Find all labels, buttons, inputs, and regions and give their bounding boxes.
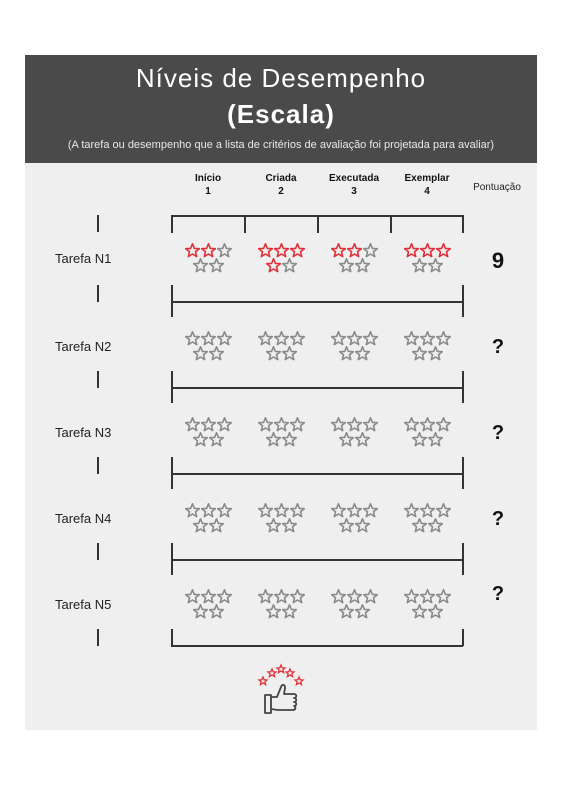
star-rating-cell — [317, 331, 391, 367]
star-empty-icon — [266, 518, 281, 533]
star-empty-icon — [331, 503, 346, 518]
star-rating-cell — [244, 243, 318, 279]
grid-line — [244, 215, 246, 233]
star-rating-cell — [390, 503, 464, 539]
grid-line — [171, 645, 463, 647]
star-empty-icon — [339, 432, 354, 447]
star-filled-icon — [258, 243, 273, 258]
star-empty-icon — [274, 417, 289, 432]
page-title: Níveis de Desempenho — [135, 63, 427, 93]
star-empty-icon — [290, 331, 305, 346]
star-filled-icon — [290, 243, 305, 258]
star-empty-icon — [282, 346, 297, 361]
star-rating-cell — [317, 589, 391, 625]
grid-line — [462, 285, 464, 317]
grid-line — [171, 457, 173, 489]
star-empty-icon — [412, 346, 427, 361]
star-empty-icon — [193, 604, 208, 619]
star-rating-cell — [390, 331, 464, 367]
star-empty-icon — [428, 604, 443, 619]
row-tick — [97, 629, 99, 646]
star-empty-icon — [428, 518, 443, 533]
row-score-1: 9 — [491, 248, 505, 273]
star-empty-icon — [266, 604, 281, 619]
row-tick — [97, 457, 99, 474]
grid-line — [171, 301, 463, 303]
grid-line — [462, 629, 464, 646]
star-empty-icon — [282, 604, 297, 619]
star-empty-icon — [331, 331, 346, 346]
star-empty-icon — [193, 258, 208, 273]
grid-line — [462, 543, 464, 575]
row-score-4: ? — [491, 508, 505, 530]
star-empty-icon — [363, 417, 378, 432]
star-filled-icon — [185, 243, 200, 258]
score-column-header: Pontuação — [473, 182, 521, 193]
row-label-5: Tarefa N5 — [55, 597, 112, 612]
star-empty-icon — [420, 589, 435, 604]
star-empty-icon — [428, 346, 443, 361]
star-rating-cell — [390, 589, 464, 625]
star-empty-icon — [282, 518, 297, 533]
column-header-4 — [390, 172, 464, 198]
star-empty-icon — [363, 331, 378, 346]
star-empty-icon — [217, 417, 232, 432]
star-rating-cell — [171, 243, 245, 279]
column-level: 1 — [205, 186, 211, 197]
grid-line — [171, 629, 173, 646]
star-empty-icon — [355, 346, 370, 361]
star-rating-cell — [317, 243, 391, 279]
column-label: Exemplar — [404, 173, 450, 184]
thumbs-up-with-stars-icon — [257, 663, 305, 719]
star-empty-icon — [185, 589, 200, 604]
row-score-2: ? — [491, 336, 505, 358]
column-header-2 — [244, 172, 318, 198]
star-empty-icon — [209, 604, 224, 619]
star-empty-icon — [363, 503, 378, 518]
column-header-3 — [317, 172, 391, 198]
star-empty-icon — [355, 518, 370, 533]
star-empty-icon — [290, 417, 305, 432]
star-empty-icon — [347, 503, 362, 518]
row-tick — [97, 215, 99, 232]
star-empty-icon — [274, 503, 289, 518]
star-empty-icon — [258, 417, 273, 432]
star-empty-icon — [436, 331, 451, 346]
star-empty-icon — [209, 518, 224, 533]
star-empty-icon — [436, 417, 451, 432]
star-empty-icon — [258, 331, 273, 346]
star-empty-icon — [428, 432, 443, 447]
column-level: 3 — [351, 186, 357, 197]
star-empty-icon — [201, 503, 216, 518]
star-empty-icon — [412, 518, 427, 533]
star-filled-icon — [266, 258, 281, 273]
star-empty-icon — [193, 518, 208, 533]
column-level: 4 — [424, 186, 430, 197]
star-empty-icon — [209, 258, 224, 273]
star-empty-icon — [274, 331, 289, 346]
star-empty-icon — [347, 589, 362, 604]
row-score-3: ? — [491, 422, 505, 444]
page-subtitle: (Escala) — [227, 99, 335, 129]
star-empty-icon — [339, 604, 354, 619]
star-rating-cell — [244, 331, 318, 367]
star-filled-icon — [331, 243, 346, 258]
star-empty-icon — [193, 432, 208, 447]
star-empty-icon — [258, 503, 273, 518]
row-tick — [97, 285, 99, 302]
star-empty-icon — [193, 346, 208, 361]
star-empty-icon — [412, 604, 427, 619]
grid-line — [171, 215, 173, 233]
star-filled-icon — [274, 243, 289, 258]
star-empty-icon — [347, 417, 362, 432]
star-empty-icon — [274, 589, 289, 604]
column-label: Início — [194, 173, 222, 184]
star-rating-cell — [171, 417, 245, 453]
grid-line — [171, 371, 173, 403]
star-empty-icon — [282, 258, 297, 273]
grid-line — [462, 215, 464, 233]
star-empty-icon — [331, 417, 346, 432]
star-empty-icon — [185, 417, 200, 432]
star-empty-icon — [266, 432, 281, 447]
star-rating-cell — [244, 503, 318, 539]
grid-line — [171, 285, 173, 317]
column-level: 2 — [278, 186, 284, 197]
column-label: Executada — [328, 173, 380, 184]
grid-line — [317, 215, 319, 233]
star-empty-icon — [258, 589, 273, 604]
grid-line — [171, 387, 463, 389]
star-rating-cell — [317, 503, 391, 539]
row-tick — [97, 371, 99, 388]
star-filled-icon — [201, 243, 216, 258]
row-score-5: ? — [491, 583, 505, 605]
star-empty-icon — [436, 503, 451, 518]
grid-line — [462, 371, 464, 403]
star-empty-icon — [404, 331, 419, 346]
star-empty-icon — [185, 331, 200, 346]
title-banner — [25, 55, 537, 163]
star-empty-icon — [404, 589, 419, 604]
row-label-4: Tarefa N4 — [55, 511, 112, 526]
star-rating-cell — [171, 331, 245, 367]
star-empty-icon — [217, 331, 232, 346]
star-empty-icon — [339, 518, 354, 533]
star-empty-icon — [420, 417, 435, 432]
star-empty-icon — [217, 589, 232, 604]
star-rating-cell — [171, 503, 245, 539]
star-empty-icon — [436, 589, 451, 604]
star-filled-icon — [404, 243, 419, 258]
star-empty-icon — [363, 243, 378, 258]
grid-line — [390, 215, 392, 233]
star-empty-icon — [339, 258, 354, 273]
star-empty-icon — [347, 331, 362, 346]
star-empty-icon — [404, 417, 419, 432]
column-header-1 — [171, 172, 245, 198]
star-rating-cell — [171, 589, 245, 625]
star-empty-icon — [209, 346, 224, 361]
grid-line — [171, 559, 463, 561]
row-label-2: Tarefa N2 — [55, 339, 112, 354]
star-empty-icon — [266, 346, 281, 361]
star-empty-icon — [339, 346, 354, 361]
star-empty-icon — [217, 503, 232, 518]
star-filled-icon — [436, 243, 451, 258]
star-empty-icon — [355, 604, 370, 619]
star-empty-icon — [363, 589, 378, 604]
row-tick — [97, 543, 99, 560]
rubric-sheet — [25, 55, 537, 730]
page-description: (A tarefa ou desempenho que a lista de critérios de avaliação foi projetada para avaliar) — [67, 139, 495, 151]
star-empty-icon — [412, 258, 427, 273]
row-label-3: Tarefa N3 — [55, 425, 112, 440]
star-empty-icon — [201, 589, 216, 604]
star-rating-cell — [244, 417, 318, 453]
star-empty-icon — [412, 432, 427, 447]
grid-line — [171, 473, 463, 475]
star-empty-icon — [331, 589, 346, 604]
grid-line — [171, 543, 173, 575]
star-empty-icon — [209, 432, 224, 447]
star-empty-icon — [420, 331, 435, 346]
star-filled-icon — [347, 243, 362, 258]
grid-line — [462, 457, 464, 489]
star-rating-cell — [390, 243, 464, 279]
star-empty-icon — [217, 243, 232, 258]
star-empty-icon — [185, 503, 200, 518]
star-empty-icon — [290, 589, 305, 604]
star-rating-cell — [317, 417, 391, 453]
star-empty-icon — [428, 258, 443, 273]
star-empty-icon — [201, 331, 216, 346]
star-filled-icon — [420, 243, 435, 258]
star-empty-icon — [404, 503, 419, 518]
star-rating-cell — [244, 589, 318, 625]
column-label: Criada — [265, 173, 297, 184]
star-rating-cell — [390, 417, 464, 453]
star-empty-icon — [201, 417, 216, 432]
row-label-1: Tarefa N1 — [55, 251, 112, 266]
star-empty-icon — [420, 503, 435, 518]
star-empty-icon — [282, 432, 297, 447]
star-empty-icon — [355, 258, 370, 273]
star-empty-icon — [355, 432, 370, 447]
star-empty-icon — [290, 503, 305, 518]
